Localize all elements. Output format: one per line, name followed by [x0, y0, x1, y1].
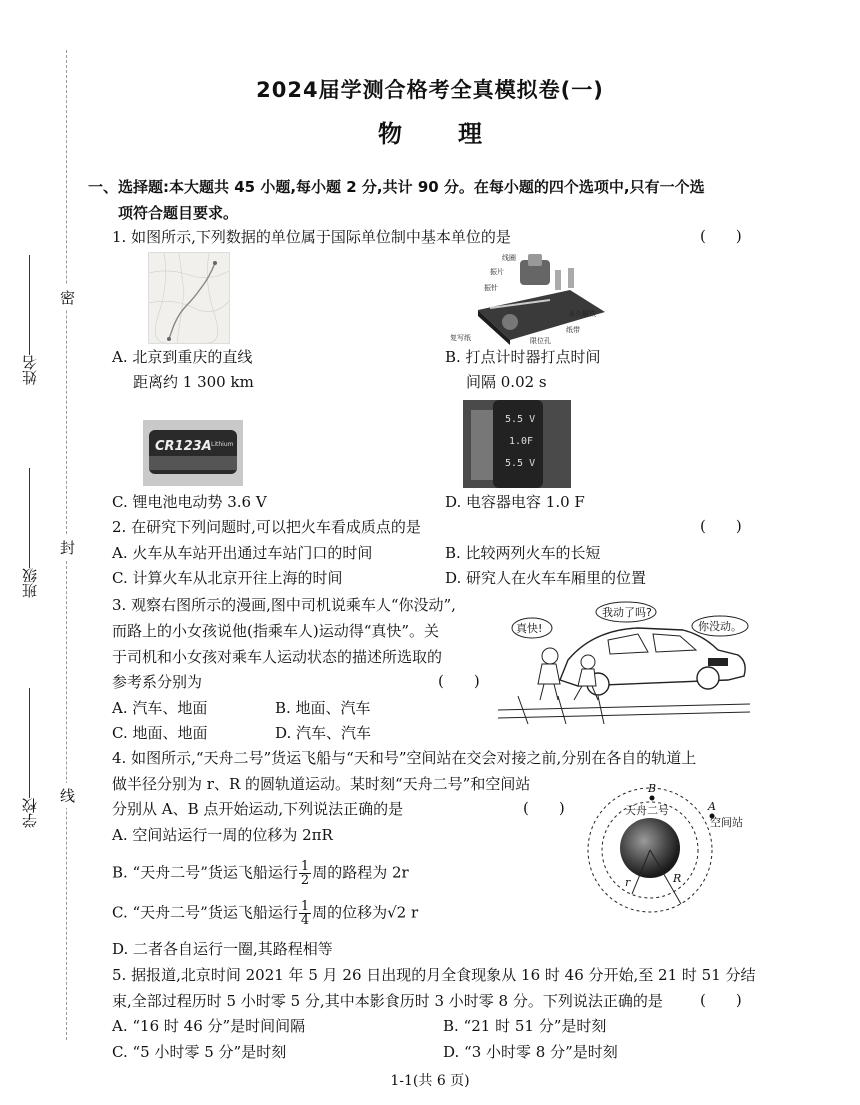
- q4-option-b-fraction: [299, 860, 311, 887]
- q2-option-c: C. 计算火车从北京开往上海的时间: [112, 569, 343, 587]
- q5-stem-line1: 5. 据报道,北京时间 2021 年 5 月 26 日出现的月全食现象从 16 时 46 分开始,至 21 时 51 分结: [112, 966, 756, 984]
- section-heading: [88, 174, 758, 226]
- q4-stem-line3: 分别从 A、B 点开始运动,下列说法正确的是: [112, 800, 404, 818]
- school-label: 学校: [21, 798, 39, 828]
- capacitor-label-2: 1.0F: [509, 436, 534, 447]
- name-write-line[interactable]: [29, 255, 30, 355]
- subject-char-1: 物: [378, 120, 402, 148]
- timer-label-tape: 纸带: [566, 326, 580, 334]
- q4-option-c-fraction: [299, 900, 311, 927]
- name-label: 姓名: [21, 355, 39, 385]
- q1-option-b-line2: 间隔 0.02 s: [466, 373, 547, 391]
- q4-option-c-numerator: 1: [300, 899, 310, 914]
- seal-mark-feng: 封: [60, 535, 75, 560]
- orbit-label-station: 空间站: [710, 816, 743, 829]
- timer-label-magnet: 永久磁铁: [568, 310, 596, 318]
- q4-option-d: D. 二者各自运行一圈,其路程相等: [112, 940, 333, 958]
- orbit-figure: [585, 778, 755, 920]
- q4-answer-paren[interactable]: ( ): [523, 799, 565, 817]
- orbit-point-b: B: [648, 782, 657, 795]
- q5-option-a: A. “16 时 46 分”是时间间隔: [112, 1017, 306, 1035]
- q3-answer-paren[interactable]: ( ): [438, 672, 480, 690]
- q3-option-b: B. 地面、汽车: [275, 699, 371, 717]
- battery-image: [143, 420, 243, 486]
- q1-option-d: D. 电容器电容 1.0 F: [445, 493, 585, 511]
- q1-answer-paren[interactable]: ( ): [700, 227, 742, 245]
- cartoon-image: [498, 600, 750, 724]
- q1-option-b-line1: B. 打点计时器打点时间: [445, 348, 601, 366]
- q2-answer-paren[interactable]: ( ): [700, 517, 742, 535]
- orbit-radius-big-r: R: [673, 872, 682, 885]
- capacitor-image: [463, 400, 571, 488]
- q4-option-b-pre: B. “天舟二号”货运飞船运行: [112, 863, 298, 882]
- q4-option-c-post: 周的位移为√2 r: [312, 903, 419, 922]
- q1-option-a-line2: 距离约 1 300 km: [133, 373, 254, 391]
- class-write-line[interactable]: [29, 468, 30, 568]
- cartoon-bubble-girl: 真快!: [516, 622, 543, 635]
- q4-option-b-numerator: 1: [300, 859, 310, 874]
- q4-option-b: [112, 860, 409, 887]
- q3-option-c: C. 地面、地面: [112, 724, 208, 742]
- seal-mark-mi: 密: [60, 285, 75, 310]
- q2-option-b: B. 比较两列火车的长短: [445, 544, 601, 562]
- cartoon-bubble-passenger: 我动了吗?: [602, 606, 652, 619]
- q4-option-c-denominator: 4: [300, 913, 310, 928]
- q3-stem-line1: 3. 观察右图所示的漫画,图中司机说乘车人“你没动”,: [112, 596, 456, 614]
- battery-model-text: CR123A: [155, 439, 212, 454]
- timer-label-needle: 振针: [484, 284, 498, 292]
- capacitor-label-1: 5.5 V: [505, 414, 536, 425]
- ticker-timer-image: [450, 250, 610, 345]
- exam-title: 2024届学测合格考全真模拟卷(一): [256, 78, 604, 102]
- q5-option-c: C. “5 小时零 5 分”是时刻: [112, 1043, 287, 1061]
- q5-option-b: B. “21 时 51 分”是时刻: [443, 1017, 607, 1035]
- q2-option-a: A. 火车从车站开出通过车站门口的时间: [112, 544, 373, 562]
- q4-option-a: A. 空间站运行一周的位移为 2πR: [112, 826, 333, 844]
- q2-option-d: D. 研究人在火车车厢里的位置: [445, 569, 647, 587]
- timer-label-limit-hole: 限位孔: [530, 337, 551, 345]
- class-label: 班级: [21, 568, 39, 598]
- cartoon-bubble-driver: 你没动。: [698, 620, 742, 633]
- q3-option-a: A. 汽车、地面: [112, 699, 208, 717]
- school-write-line[interactable]: [29, 688, 30, 798]
- subject-title: [0, 114, 860, 149]
- q3-option-d: D. 汽车、汽车: [275, 724, 372, 742]
- q1-stem: 1. 如图所示,下列数据的单位属于国际单位制中基本单位的是: [112, 228, 511, 246]
- q5-option-d: D. “3 小时零 8 分”是时刻: [443, 1043, 618, 1061]
- orbit-radius-r: r: [625, 876, 631, 889]
- q4-option-b-post: 周的路程为 2r: [312, 863, 409, 882]
- seal-mark-xian: 线: [60, 783, 75, 808]
- q4-stem-line2: 做半径分别为 r、R 的圆轨道运动。某时刻“天舟二号”和空间站: [112, 775, 531, 793]
- q5-answer-paren[interactable]: ( ): [700, 991, 742, 1009]
- capacitor-label-3: 5.5 V: [505, 458, 536, 469]
- q4-option-c-pre: C. “天舟二号”货运飞船运行: [112, 903, 298, 922]
- map-image: [148, 252, 230, 344]
- q3-stem-line4: 参考系分别为: [112, 673, 203, 691]
- q3-stem-line3: 于司机和小女孩对乘车人运动状态的描述所选取的: [112, 648, 443, 666]
- orbit-label-tianzhou: 天舟二号: [625, 804, 669, 817]
- q1-option-a-line1: A. 北京到重庆的直线: [112, 348, 253, 366]
- battery-type-text: Lithium: [211, 441, 234, 448]
- q5-stem-line2: 束,全部过程历时 5 小时零 5 分,其中本影食历时 3 小时零 8 分。下列说法正确的是: [112, 992, 663, 1010]
- timer-label-carbon-paper: 复写纸: [450, 334, 471, 342]
- subject-char-2: 理: [458, 120, 482, 148]
- section-heading-line1: 一、选择题:本大题共 45 小题,每小题 2 分,共计 90 分。在每小题的四个选项中,只有一个选: [88, 178, 705, 196]
- q4-option-b-denominator: 2: [300, 873, 310, 888]
- timer-label-coil: 线圈: [502, 254, 516, 262]
- section-heading-line2: 项符合题目要求。: [118, 204, 239, 222]
- q4-option-c: [112, 900, 418, 927]
- q3-stem-line2: 而路上的小女孩说他(指乘车人)运动得“真快”。关: [112, 622, 440, 640]
- q2-stem: 2. 在研究下列问题时,可以把火车看成质点的是: [112, 518, 421, 536]
- q4-stem-line1: 4. 如图所示,“天舟二号”货运飞船与“天和号”空间站在交会对接之前,分别在各自的轨道上: [112, 749, 697, 767]
- timer-label-vibrating-plate: 振片: [490, 268, 504, 276]
- orbit-point-a: A: [708, 800, 716, 813]
- page-footer: 1-1(共 6 页): [390, 1073, 470, 1089]
- q1-option-c: C. 锂电池电动势 3.6 V: [112, 493, 267, 511]
